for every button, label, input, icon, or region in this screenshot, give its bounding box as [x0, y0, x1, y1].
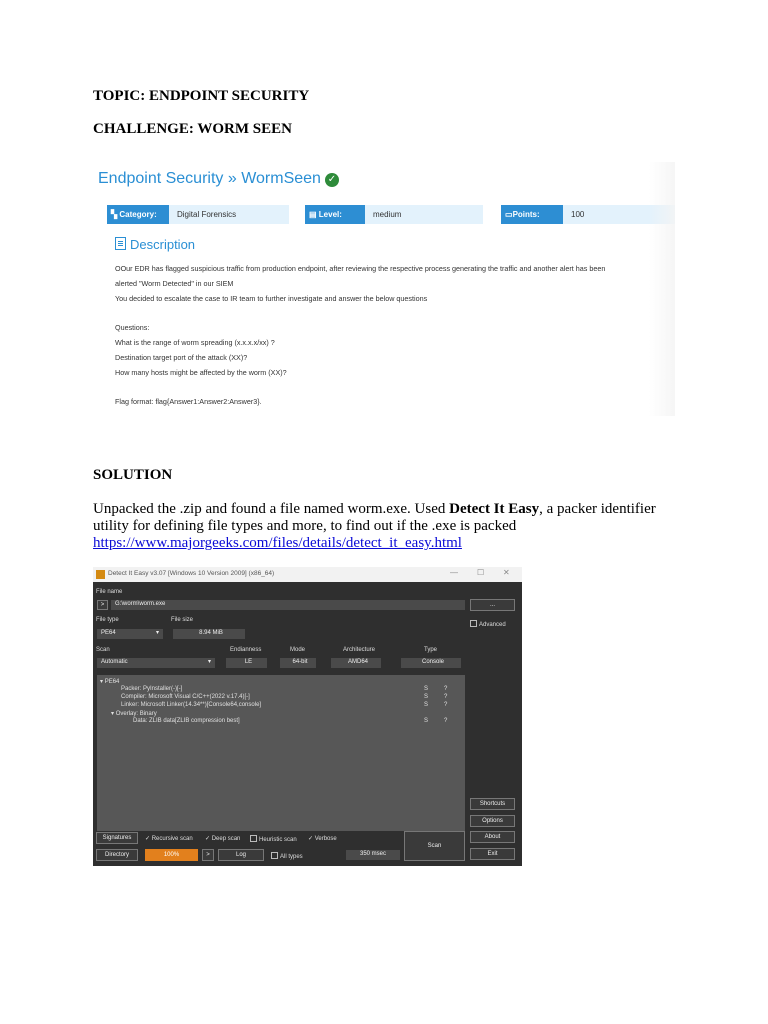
- challenge-heading: CHALLENGE: WORM SEEN: [93, 121, 292, 137]
- chevron-down-icon: ▾: [155, 630, 159, 636]
- challenge-title-text: Endpoint Security » WormSeen: [98, 170, 321, 187]
- recursive-scan-checkbox[interactable]: [145, 835, 193, 842]
- description-body: [115, 261, 675, 409]
- checkbox-icon: [250, 835, 257, 842]
- question-item: Destination target port of the attack (XX)?: [115, 353, 248, 362]
- sitemap-icon: ▚: [111, 210, 118, 219]
- points-label: [501, 205, 563, 224]
- verbose-label: Verbose: [314, 836, 337, 842]
- scan-select[interactable]: [97, 658, 215, 668]
- browse-button[interactable]: ...: [470, 599, 515, 611]
- file-type-label: File type: [96, 617, 119, 623]
- file-text-icon: [115, 237, 126, 250]
- level-field: [305, 205, 483, 224]
- file-path-input[interactable]: G:\worm\worm.exe: [111, 600, 465, 610]
- checkbox-icon: [271, 852, 278, 859]
- questions-label: Questions:: [115, 323, 150, 332]
- question-item: How many hosts might be affected by the worm (XX)?: [115, 368, 287, 377]
- tree-node-q: ?: [444, 686, 448, 692]
- description-line: OOur EDR has flagged suspicious traffic from production endpoint, after reviewing the respective process generating the traffic and another alert has been: [115, 264, 606, 273]
- mode-label: Mode: [290, 647, 306, 653]
- tree-node-s: S: [424, 694, 429, 700]
- tree-node-text[interactable]: Packer: PyInstaller(-)[-]: [121, 686, 183, 692]
- level-value: medium: [365, 205, 483, 224]
- category-label-text: Category:: [119, 210, 157, 219]
- database-icon: ▤: [309, 210, 317, 219]
- progress-bar: 100%: [145, 849, 198, 861]
- solution-link[interactable]: https://www.majorgeeks.com/files/details/detect_it_easy.html: [93, 535, 462, 551]
- endianness-label: Endianness: [230, 647, 262, 653]
- caret-down-icon: ▾: [111, 711, 115, 717]
- die-titlebar: [93, 567, 522, 582]
- exit-button[interactable]: Exit: [470, 848, 515, 860]
- tree-node[interactable]: [100, 678, 119, 685]
- tree-node-text[interactable]: Linker: Microsoft Linker(14.34**)[Console64,console]: [121, 702, 262, 708]
- challenge-title: [98, 170, 339, 188]
- tree-node-s: S: [424, 702, 429, 708]
- advanced-label: Advanced: [479, 622, 506, 628]
- heuristic-scan-checkbox[interactable]: [250, 835, 297, 843]
- level-label: [305, 205, 365, 224]
- category-field: [107, 205, 289, 224]
- mode-value: 64-bit: [280, 658, 316, 668]
- monitor-icon: ▭: [505, 210, 513, 219]
- signatures-button[interactable]: Signatures: [96, 832, 138, 844]
- solution-text-bold: Detect It Easy: [449, 501, 540, 517]
- solution-text-post: , a packer identifier utility for defining file types and more, to find out if the .exe is packed: [93, 501, 656, 534]
- description-line: You decided to escalate the case to IR team to further investigate and answer the below questions: [115, 294, 428, 303]
- checkmark-icon: ✓: [145, 836, 151, 842]
- level-label-text: Level:: [318, 210, 342, 219]
- file-type-select[interactable]: [97, 629, 163, 639]
- check-circle-icon: ✓: [325, 173, 339, 187]
- caret-down-icon: ▾: [100, 679, 104, 685]
- log-button[interactable]: Log: [218, 849, 264, 861]
- tree-node-text: Overlay: Binary: [115, 711, 157, 717]
- tree-node-q: ?: [444, 702, 448, 708]
- file-arrow-button[interactable]: >: [97, 600, 108, 610]
- checkmark-icon: ✓: [205, 836, 211, 842]
- category-label: [107, 205, 169, 224]
- file-type-value: PE64: [101, 630, 116, 636]
- all-types-label: All types: [280, 854, 303, 860]
- recursive-scan-label: Recursive scan: [151, 836, 193, 842]
- tree-node-q: ?: [444, 718, 448, 724]
- die-app-icon: [96, 570, 105, 579]
- architecture-label: Architecture: [343, 647, 376, 653]
- all-types-checkbox[interactable]: [271, 852, 303, 860]
- chevron-down-icon: ▾: [207, 659, 211, 665]
- tree-node[interactable]: [111, 710, 157, 717]
- directory-button[interactable]: Directory: [96, 849, 138, 861]
- scan-time-value: 350 msec: [346, 850, 400, 860]
- scan-label: Scan: [96, 647, 110, 653]
- file-name-label: File name: [96, 589, 123, 595]
- checkbox-icon: [470, 620, 477, 627]
- tree-node-q: ?: [444, 694, 448, 700]
- architecture-value: AMD64: [331, 658, 381, 668]
- checkmark-icon: ✓: [308, 836, 314, 842]
- scan-button[interactable]: Scan: [404, 831, 465, 861]
- solution-heading: SOLUTION: [93, 467, 173, 483]
- scan-value: Automatic: [101, 659, 128, 665]
- description-line: alerted "Worm Detected" in our SIEM: [115, 279, 234, 288]
- points-label-text: Points:: [512, 210, 540, 219]
- description-heading: [115, 237, 195, 252]
- shortcuts-button[interactable]: Shortcuts: [470, 798, 515, 810]
- points-value: 100: [563, 205, 675, 224]
- category-value: Digital Forensics: [169, 205, 289, 224]
- solution-paragraph: [93, 501, 683, 552]
- deep-scan-label: Deep scan: [211, 836, 241, 842]
- next-arrow-button[interactable]: >: [202, 849, 214, 861]
- tree-node-text[interactable]: Compiler: Microsoft Visual C/C++(2022 v.17.4)[-]: [121, 694, 250, 700]
- type-label: Type: [424, 647, 438, 653]
- tree-node-text[interactable]: Data: ZLIB data[ZLIB compression best]: [133, 718, 240, 724]
- deep-scan-checkbox[interactable]: [205, 835, 240, 842]
- challenge-panel: [93, 162, 675, 416]
- advanced-checkbox[interactable]: [470, 620, 506, 628]
- close-icon[interactable]: ✕: [503, 568, 510, 577]
- file-size-label: File size: [171, 617, 194, 623]
- tree-node-s: S: [424, 686, 429, 692]
- die-window-title: Detect It Easy v3.07 [Windows 10 Version 2009] (x86_64): [108, 570, 275, 577]
- die-window: [93, 567, 522, 866]
- options-button[interactable]: Options: [470, 815, 515, 827]
- heuristic-scan-label: Heuristic scan: [259, 837, 297, 843]
- panel-edge-fade: [649, 162, 675, 416]
- description-heading-text: Description: [130, 237, 196, 252]
- results-tree[interactable]: [97, 675, 465, 831]
- minimize-icon[interactable]: —: [450, 568, 458, 577]
- verbose-checkbox[interactable]: [308, 835, 337, 842]
- about-button[interactable]: About: [470, 831, 515, 843]
- topic-heading: TOPIC: ENDPOINT SECURITY: [93, 88, 310, 104]
- flag-format: Flag format: flag{Answer1:Answer2:Answer3}.: [115, 397, 262, 406]
- tree-node-s: S: [424, 718, 429, 724]
- endianness-value: LE: [226, 658, 267, 668]
- file-size-value: 8.94 MiB: [173, 629, 245, 639]
- solution-text-pre: Unpacked the .zip and found a file named worm.exe. Used: [93, 501, 450, 517]
- tree-node-text: PE64: [104, 679, 120, 685]
- question-item: What is the range of worm spreading (x.x.x.x/xx) ?: [115, 338, 275, 347]
- type-value: Console: [401, 658, 461, 668]
- maximize-icon[interactable]: ☐: [477, 568, 485, 577]
